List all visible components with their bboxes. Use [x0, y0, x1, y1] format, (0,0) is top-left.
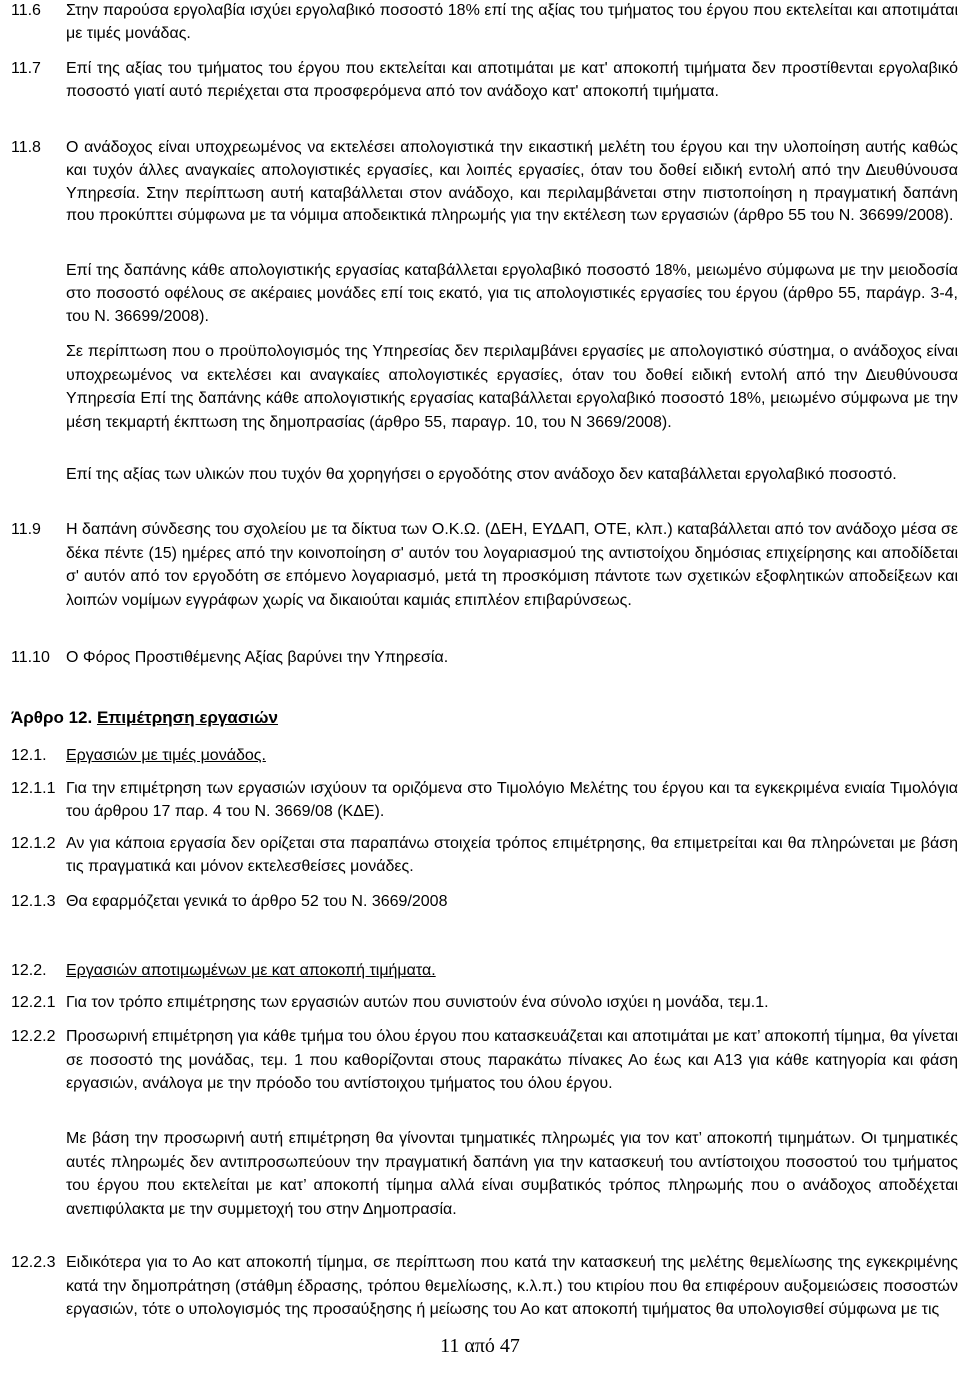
paragraph-11-8-materials: Επί της αξίας των υλικών που τυχόν θα χορηγήσει ο εργοδότης στον ανάδοχο δεν καταβάλλεται εργολαβικό ποσοστό. [66, 466, 897, 483]
section-text: Προσωρινή επιμέτρηση για κάθε τμήμα του όλου έργου που κατασκευάζεται και αποτιμάται με κατ’ αποκοπή τίμημα, θα γίνεται σε ποσοστό της μονάδας, τεμ. 1 που καθορίζονται στους παρακάτω πίνακες Αο έως και Α13 για κάθε κατηγορία και φάση εργασιών, ανάλογα με την πρόοδο του αντίστοιχου τμήματος του όλου έργου. [66, 1028, 958, 1093]
paragraph-11-6 [11, 0, 958, 46]
section-number: 12.1.1 [11, 780, 56, 797]
section-text: Για την επιμέτρηση των εργασιών ισχύουν τα οριζόμενα στο Τιμολόγιο Μελέτης του έργου και τα εγκεκριμένα ενιαία Τιμολόγια του άρθρου 17 παρ. 4 του Ν. 3669/08 (ΚΔΕ). [66, 780, 958, 820]
section-number: 12.1. [11, 747, 47, 764]
paragraph-text: Επί της αξίας του τμήματος του έργου που εκτελείται και αποτιμάται με κατ' αποκοπή τιμήματα δεν προστίθενται εργολαβικό ποσοστό γιατί αυτό περιέχεται στα προσφερόμενα από τον ανάδοχο κατ' αποκοπή τιμήματα. [66, 60, 958, 100]
paragraph-number: 11.6 [11, 2, 41, 19]
section-number: 12.2.3 [11, 1254, 56, 1271]
paragraph-11-10 [11, 647, 958, 670]
section-12-1-1 [11, 778, 958, 824]
section-number: 12.1.2 [11, 835, 56, 852]
paragraph-number: 11.8 [11, 139, 41, 156]
section-text: Για τον τρόπο επιμέτρησης των εργασιών αυτών που συνιστούν ένα σύνολο ισχύει η μονάδα, τεμ.1. [66, 994, 769, 1011]
section-number: 12.1.3 [11, 893, 56, 910]
paragraph-text: Ο Φόρος Προστιθέμενης Αξίας βαρύνει την Υπηρεσία. [66, 649, 449, 666]
section-12-2-2 [11, 1025, 958, 1096]
section-text: Ειδικότερα για το Αο κατ αποκοπή τίμημα, σε περίπτωση που κατά την κατασκευή της μελέτης θεμελίωσης της εγκεκριμένης κατά την δημοπράτηση (στάθμη έδρασης, τρόπου θεμελίωσης, κ.λ.π.) του κτιρίου που θα επιφέρουν αυξομειώσεις ποσοστών εργασιών, τότε ο υπολογισμός της προσαύξησης ή μείωσης του Αο κατ αποκοπή τιμήματος θα υπολογισθεί σύμφωνα με τις [66, 1254, 958, 1319]
section-number: 12.2. [11, 962, 47, 979]
paragraph-11-9 [11, 518, 958, 612]
article-heading [11, 708, 278, 728]
paragraph-text: Η δαπάνη σύνδεσης του σχολείου με τα δίκτυα των Ο.Κ.Ω. (ΔΕΗ, ΕΥΔΑΠ, ΟΤΕ, κλπ.) καταβάλλεται από τον ανάδοχο μέσα σε δέκα πέντε (15) ημέρες από την κοινοποίηση σ' αυτόν του λογαριασμού της αντιστοίχου δημόσιας επιχείρησης και αποδίδεται σ' αυτόν από τον εργοδότη σε επόμενο λογαριασμό, μετά τη προσκόμιση πάντοτε των σχετικών εξοφλητικών αποδείξεων και λοιπών νομίμων εγγράφων χωρίς να δικαιούται καμιάς επιπλέον επιβαρύνσεως. [66, 521, 958, 609]
section-12-1 [11, 745, 958, 768]
article-title: Επιμέτρηση εργασιών [96, 708, 279, 727]
paragraph-11-8-budget: Σε περίπτωση που ο προϋπολογισμός της Υπηρεσίας δεν περιλαμβάνει εργασίες με απολογιστικό σύστημα, ο ανάδοχος είναι υποχρεωμένος να εκτελέσει και αναγκαίες απολογιστικές εργασίες, όταν του δοθεί ειδική εντολή από την Διευθύνουσα Υπηρεσία Επί της δαπάνης κάθε απολογιστικής εργασίας καταβάλλεται εργολαβικό ποσοστό 18%, μειωμένο σύμφωνα με την μέση τεκμαρτή έκπτωση της δημοπρασίας (άρθρο 55, παραγρ. 10, του Ν 3669/2008). [66, 343, 958, 431]
paragraph-11-8 [11, 137, 958, 228]
section-number: 12.2.2 [11, 1028, 56, 1045]
paragraph-text: Στην παρούσα εργολαβία ισχύει εργολαβικό ποσοστό 18% επί της αξίας του τμήματος του έργου που εκτελείται και αποτιμάται με τιμές μονάδας. [66, 2, 958, 42]
section-number: 12.2.1 [11, 994, 56, 1011]
section-12-2-2-continued: Με βάση την προσωρινή αυτή επιμέτρηση θα γίνονται τμηματικές πληρωμές για τον κατ’ αποκοπή τιμημάτων. Οι τμηματικές αυτές πληρωμές δεν αντιπροσωπεύουν την πραγματική δαπάνη για την κατασκευή του αντίστοιχου ποσοστού του τμήματος του έργου που εκτελείται με κατ’ αποκοπή τίμημα αλλά είναι συμβατικός τρόπος πληρωμής που ο ανάδοχος αποδέχεται ανεπιφύλακτα με την συμμετοχή του στην Δημοπρασία. [66, 1130, 958, 1218]
section-title: Εργασιών με τιμές μονάδος. [66, 747, 266, 764]
section-12-1-3 [11, 891, 958, 914]
article-prefix: Άρθρο 12. [11, 708, 97, 727]
paragraph-11-7 [11, 58, 958, 104]
paragraph-number: 11.7 [11, 60, 41, 77]
paragraph-11-8-continued: Επί της δαπάνης κάθε απολογιστικής εργασίας καταβάλλεται εργολαβικό ποσοστό 18%, μειωμένο σύμφωνα με την μειοδοσία στο ποσοστό οφέλους σε ακέραιες μονάδες επί τοις εκατό, για τις απολογιστικές εργασίες του έργου (άρθρο 55, παράγρ. 3-4, του Ν. 36699/2008). [66, 262, 958, 325]
paragraph-number: 11.9 [11, 521, 41, 538]
section-12-1-2 [11, 833, 958, 879]
section-12-2-3 [11, 1251, 958, 1322]
section-12-2 [11, 960, 958, 983]
paragraph-text: Ο ανάδοχος είναι υποχρεωμένος να εκτελέσει απολογιστικά την εικαστική μελέτη του έργου και την υλοποίηση αυτής καθώς και τυχόν άλλες αναγκαίες απολογιστικές εργασίες, και λοιπές εργασίες, όταν του δοθεί ειδική εντολή από την Διευθύνουσα Υπηρεσία. Στην περίπτωση αυτή καταβάλλεται στον ανάδοχο, και περιλαμβάνεται στην πιστοποίηση η πραγματική δαπάνη που προκύπτει σύμφωνα με τα νόμιμα αποδεικτικά πληρωμής για την εκτέλεση των εργασιών (άρθρο 55 του Ν. 36699/2008). [66, 139, 958, 225]
section-text: Θα εφαρμόζεται γενικά το άρθρο 52 του Ν. 3669/2008 [66, 893, 448, 910]
section-title: Εργασιών αποτιμωμένων με κατ αποκοπή τιμήματα. [66, 962, 436, 979]
paragraph-number: 11.10 [11, 649, 50, 666]
section-text: Αν για κάποια εργασία δεν ορίζεται στα παραπάνω στοιχεία τρόπος επιμέτρησης, θα επιμετρείται και θα πληρώνεται με βάση τις πραγματικά και μόνον εκτελεσθείσες μονάδες. [66, 835, 958, 875]
page-number: 11 από 47 [440, 1335, 520, 1357]
section-12-2-1 [11, 992, 958, 1015]
